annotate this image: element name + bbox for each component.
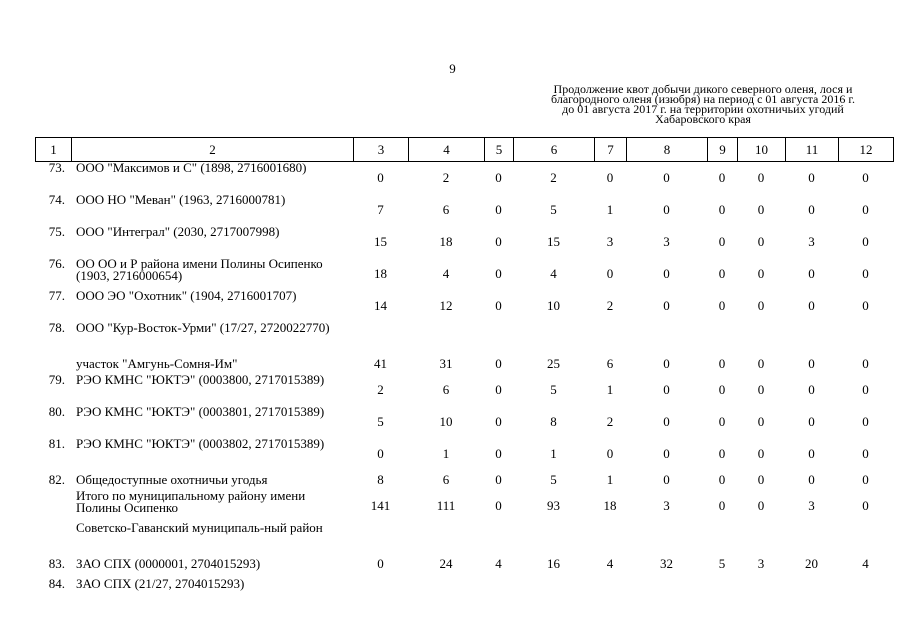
row-name: ООО ЭО "Охотник" (1904, 2716001707) [76, 288, 297, 303]
value-cell [513, 522, 594, 554]
value-cell: 24 [439, 556, 453, 571]
row-name: ООО "Интеграл" (2030, 2717007998) [76, 224, 280, 239]
row-number: 79. [48, 372, 65, 387]
table-row [35, 406, 893, 438]
value-cell [408, 522, 484, 554]
value-cell: 6 [442, 472, 450, 487]
row-name: РЭО КМНС "ЮКТЭ" (0003802, 2717015389) [76, 436, 325, 451]
value-cell: 0 [377, 556, 384, 571]
table-row [35, 290, 893, 322]
value-cell: 0 [663, 472, 670, 487]
value-cell: 0 [495, 356, 502, 371]
row-number: 80. [48, 404, 65, 419]
row-number: 74. [48, 192, 65, 207]
value-cell: 4 [495, 556, 502, 571]
value-cell: 18 [374, 266, 387, 281]
table-row [35, 194, 893, 226]
value-cell: 7 [377, 202, 384, 217]
row-name: РЭО КМНС "ЮКТЭ" (0003800, 2717015389) [76, 372, 325, 387]
value-cell: 2 [442, 170, 450, 185]
header-cell: 5 [485, 138, 514, 162]
value-cell [353, 522, 408, 554]
value-cell: 0 [718, 170, 726, 185]
value-cell: 0 [718, 298, 726, 313]
value-cell: 4 [862, 556, 869, 571]
caption-line: Хабаровского края [655, 112, 751, 126]
value-cell: 0 [757, 498, 765, 513]
row-name: ЗАО СПХ (21/27, 2704015293) [76, 576, 245, 591]
value-cell: 0 [718, 414, 726, 429]
value-cell: 0 [862, 234, 869, 249]
value-cell: 2 [606, 298, 614, 313]
row-name: РЭО КМНС "ЮКТЭ" (0003801, 2717015389) [76, 404, 325, 419]
value-cell: 93 [547, 498, 560, 513]
caption-line: Продолжение квот добычи дикого северного оленя, лося и [553, 82, 853, 96]
value-cell: 0 [862, 202, 869, 217]
row-number: 82. [48, 472, 65, 487]
value-cell: 1 [442, 446, 450, 461]
value-cell [707, 322, 737, 354]
value-cell: 0 [808, 298, 815, 313]
value-cell: 4 [550, 266, 557, 281]
row-name: ООО НО "Меван" (1963, 2716000781) [76, 192, 286, 207]
row-name: ООО "Кур-Восток-Урми" (17/27, 2720022770) [76, 320, 330, 335]
value-cell: 0 [495, 414, 502, 429]
value-cell: 3 [757, 556, 765, 571]
value-cell [737, 322, 785, 354]
value-cell: 0 [718, 446, 726, 461]
table-row [35, 322, 893, 354]
value-cell: 0 [718, 472, 726, 487]
value-cell: 12 [439, 298, 453, 313]
value-cell [594, 322, 626, 354]
row-number: 83. [48, 556, 65, 571]
table-row [35, 574, 893, 594]
value-cell: 0 [862, 446, 869, 461]
value-cell: 0 [808, 414, 815, 429]
value-cell: 0 [808, 266, 815, 281]
value-cell: 0 [663, 446, 670, 461]
table-row [35, 522, 893, 554]
value-cell [513, 322, 594, 354]
value-cell [707, 522, 737, 554]
value-cell [484, 322, 513, 354]
value-cell: 0 [862, 170, 869, 185]
row-number: 76. [48, 256, 65, 271]
header-cell: 4 [409, 138, 485, 162]
header-cell: 1 [36, 138, 72, 162]
value-cell: 2 [377, 382, 384, 397]
value-cell [353, 322, 408, 354]
value-cell: 0 [377, 170, 384, 185]
value-cell: 0 [808, 382, 815, 397]
table-row [35, 438, 893, 470]
value-cell: 0 [862, 414, 869, 429]
table-row [35, 354, 893, 374]
value-cell: 0 [495, 170, 502, 185]
value-cell [513, 574, 594, 594]
value-cell: 0 [663, 382, 670, 397]
value-cell: 5 [550, 202, 557, 217]
value-cell [838, 574, 893, 594]
table-row [35, 470, 893, 490]
value-cell: 0 [606, 266, 614, 281]
value-cell [594, 574, 626, 594]
value-cell: 0 [606, 446, 614, 461]
value-cell: 0 [808, 170, 815, 185]
value-cell: 0 [757, 472, 765, 487]
value-cell: 0 [495, 382, 502, 397]
header-cell: 2 [72, 138, 354, 162]
value-cell: 0 [757, 202, 765, 217]
value-cell [785, 522, 838, 554]
value-cell: 10 [439, 414, 453, 429]
page-number: 9 [449, 61, 456, 76]
value-cell [484, 574, 513, 594]
row-name: ООО "Максимов и С" (1898, 2716001680) [76, 160, 307, 175]
value-cell: 0 [757, 170, 765, 185]
value-cell: 0 [757, 414, 765, 429]
value-cell: 16 [547, 556, 560, 571]
value-cell: 3 [808, 498, 815, 513]
row-number: 75. [48, 224, 65, 239]
value-cell: 25 [547, 356, 560, 371]
header-cell: 12 [839, 138, 894, 162]
value-cell: 0 [757, 298, 765, 313]
value-cell [626, 574, 707, 594]
value-cell [626, 522, 707, 554]
value-cell: 1 [606, 382, 614, 397]
value-cell: 0 [718, 382, 726, 397]
value-cell: 0 [757, 446, 765, 461]
row-number [35, 354, 71, 374]
row-name: Общедоступные охотничьи угодья [76, 472, 268, 487]
header-cell: 9 [708, 138, 738, 162]
value-cell: 0 [757, 234, 765, 249]
value-cell: 0 [495, 472, 502, 487]
header-cell: 11 [786, 138, 839, 162]
caption-line: благородного оленя (изюбря) на период с 01 августа 2016 г. [551, 92, 855, 106]
header-cell: 10 [738, 138, 786, 162]
row-number [35, 490, 71, 522]
value-cell [785, 574, 838, 594]
value-cell: 0 [808, 356, 815, 371]
value-cell: 2 [550, 170, 557, 185]
value-cell [408, 322, 484, 354]
table-caption [530, 84, 876, 124]
value-cell: 0 [495, 298, 502, 313]
value-cell: 0 [495, 446, 502, 461]
row-number: 77. [48, 288, 65, 303]
value-cell: 41 [374, 356, 387, 371]
value-cell: 4 [442, 266, 450, 281]
value-cell: 0 [663, 414, 670, 429]
table-row [35, 490, 893, 522]
value-cell: 0 [862, 298, 869, 313]
caption-line: до 01 августа 2017 г. на территории охотничьих угодий [562, 102, 844, 116]
value-cell: 0 [377, 446, 384, 461]
value-cell: 0 [663, 266, 670, 281]
row-number: 73. [48, 160, 65, 175]
value-cell: 31 [439, 356, 453, 371]
value-cell: 0 [495, 202, 502, 217]
value-cell: 6 [442, 382, 450, 397]
value-cell [737, 574, 785, 594]
header-cell: 7 [595, 138, 627, 162]
value-cell: 0 [757, 266, 765, 281]
value-cell: 0 [718, 234, 726, 249]
value-cell: 10 [547, 298, 560, 313]
value-cell: 0 [718, 202, 726, 217]
header-cell: 6 [514, 138, 595, 162]
table-row [35, 374, 893, 406]
value-cell: 0 [663, 170, 670, 185]
row-name: Итого по муниципальному району имени Полины Осипенко [76, 488, 306, 515]
quota-table [35, 162, 893, 594]
value-cell: 3 [663, 234, 670, 249]
value-cell [594, 522, 626, 554]
value-cell: 0 [757, 382, 765, 397]
value-cell: 0 [663, 202, 670, 217]
value-cell: 15 [547, 234, 560, 249]
value-cell: 5 [377, 414, 384, 429]
value-cell: 0 [718, 498, 726, 513]
value-cell: 141 [370, 498, 391, 513]
value-cell: 5 [718, 556, 726, 571]
value-cell: 0 [862, 356, 869, 371]
value-cell: 0 [808, 202, 815, 217]
value-cell: 0 [862, 472, 869, 487]
table-row [35, 258, 893, 290]
value-cell: 5 [550, 382, 557, 397]
value-cell: 8 [550, 414, 557, 429]
value-cell: 0 [862, 382, 869, 397]
value-cell [626, 322, 707, 354]
value-cell: 0 [862, 498, 869, 513]
row-name: ЗАО СПХ (0000001, 2704015293) [76, 556, 261, 571]
value-cell: 0 [495, 266, 502, 281]
value-cell: 0 [606, 170, 614, 185]
value-cell [838, 522, 893, 554]
value-cell: 3 [606, 234, 614, 249]
row-name: участок "Амгунь-Сомня-Им" [76, 356, 238, 371]
value-cell [707, 574, 737, 594]
value-cell: 0 [808, 446, 815, 461]
value-cell: 0 [663, 298, 670, 313]
value-cell: 15 [374, 234, 387, 249]
value-cell: 0 [495, 498, 502, 513]
value-cell: 4 [606, 556, 614, 571]
table-row [35, 554, 893, 574]
value-cell: 0 [495, 234, 502, 249]
value-cell: 14 [374, 298, 387, 313]
row-name: ОО ОО и Р района имени Полины Осипенко (1903, 2716000654) [76, 256, 323, 283]
value-cell [353, 574, 408, 594]
value-cell: 6 [606, 356, 614, 371]
value-cell: 18 [603, 498, 617, 513]
value-cell [838, 322, 893, 354]
row-number: 81. [48, 436, 65, 451]
value-cell: 1 [606, 472, 614, 487]
value-cell: 5 [550, 472, 557, 487]
value-cell [484, 522, 513, 554]
header-cell: 8 [627, 138, 708, 162]
value-cell: 0 [808, 472, 815, 487]
value-cell: 1 [606, 202, 614, 217]
value-cell: 1 [550, 446, 557, 461]
value-cell [785, 322, 838, 354]
value-cell: 3 [808, 234, 815, 249]
table-row [35, 162, 893, 194]
row-number: 78. [48, 320, 65, 335]
value-cell: 0 [757, 356, 765, 371]
value-cell: 20 [805, 556, 818, 571]
value-cell: 32 [660, 556, 673, 571]
value-cell: 6 [442, 202, 450, 217]
value-cell: 0 [663, 356, 670, 371]
table-header [35, 137, 894, 162]
value-cell: 0 [718, 266, 726, 281]
value-cell: 0 [718, 356, 726, 371]
header-cell: 3 [354, 138, 409, 162]
value-cell: 3 [663, 498, 670, 513]
row-number [35, 522, 71, 554]
value-cell [737, 522, 785, 554]
value-cell: 0 [862, 266, 869, 281]
row-name: Советско-Гаванский муниципаль-ный район [76, 520, 323, 535]
value-cell: 8 [377, 472, 384, 487]
value-cell: 18 [439, 234, 453, 249]
table-row [35, 226, 893, 258]
value-cell [408, 574, 484, 594]
value-cell: 2 [606, 414, 614, 429]
value-cell: 111 [436, 498, 456, 513]
row-number: 84. [48, 576, 65, 591]
